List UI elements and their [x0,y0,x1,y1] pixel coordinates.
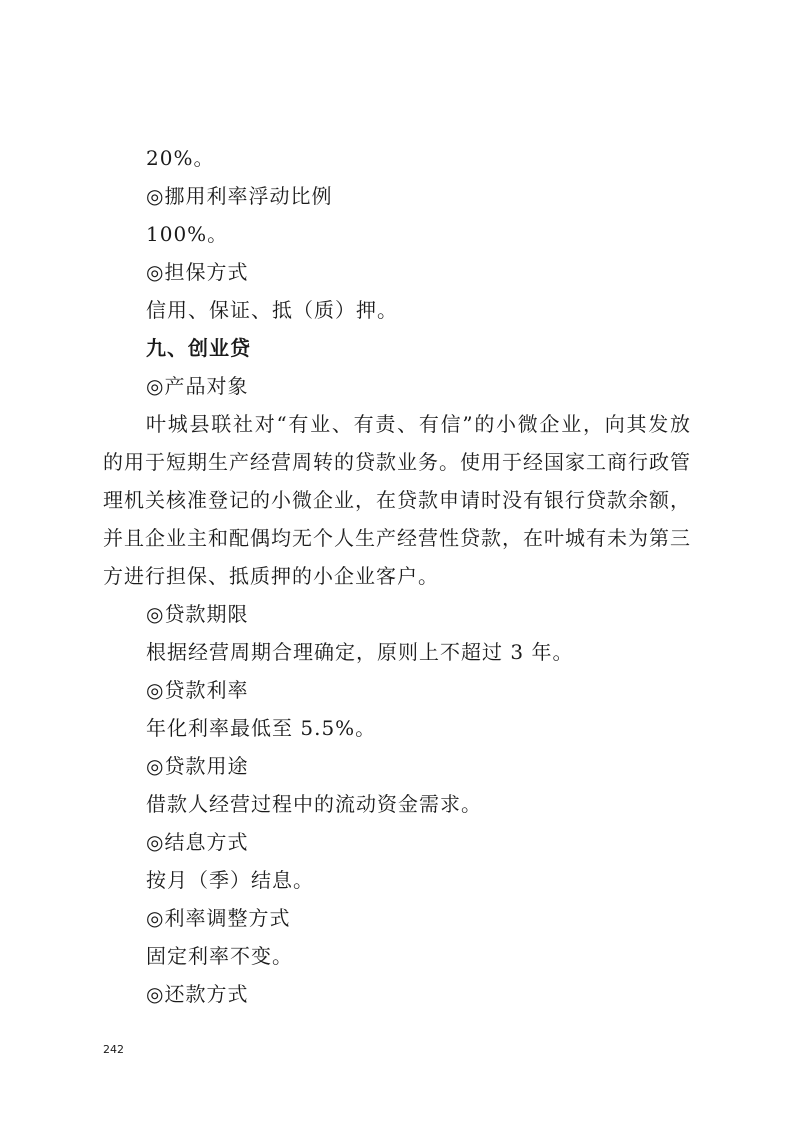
subheading: ◎挪用利率浮动比例 [146,184,333,208]
text-line: 20%。 [146,146,215,170]
page-number: 242 [103,1043,124,1056]
subheading: ◎贷款期限 [146,602,249,626]
subheading: ◎贷款用途 [146,754,249,778]
text-line: 根据经营周期合理确定，原则上不超过 3 年。 [146,640,574,664]
paragraph: 叶城县联社对“有业、有责、有信”的小微企业，向其发放的用于短期生产经营周转的贷款业务。使用于经国家工商行政管理机关核准登记的小微企业，在贷款申请时没有银行贷款余额，并且企业主和配偶均无个人生产经营性贷款，在叶城有未为第三方进行担保、抵质押的小企业客户。 [103,412,691,588]
text-line: 按月（季）结息。 [146,868,314,892]
text-line: 年化利率最低至 5.5%。 [146,716,377,740]
text-line: 信用、保证、抵（质）押。 [146,298,398,322]
text-line: 固定利率不变。 [146,944,293,968]
subheading: ◎贷款利率 [146,678,249,702]
section-heading: 九、创业贷 [146,336,251,360]
subheading: ◎结息方式 [146,830,249,854]
text-line: 借款人经营过程中的流动资金需求。 [146,792,482,816]
subheading: ◎还款方式 [146,982,249,1006]
subheading: ◎产品对象 [146,374,249,398]
subheading: ◎担保方式 [146,260,249,284]
text-line: 100%。 [146,222,229,246]
subheading: ◎利率调整方式 [146,906,291,930]
